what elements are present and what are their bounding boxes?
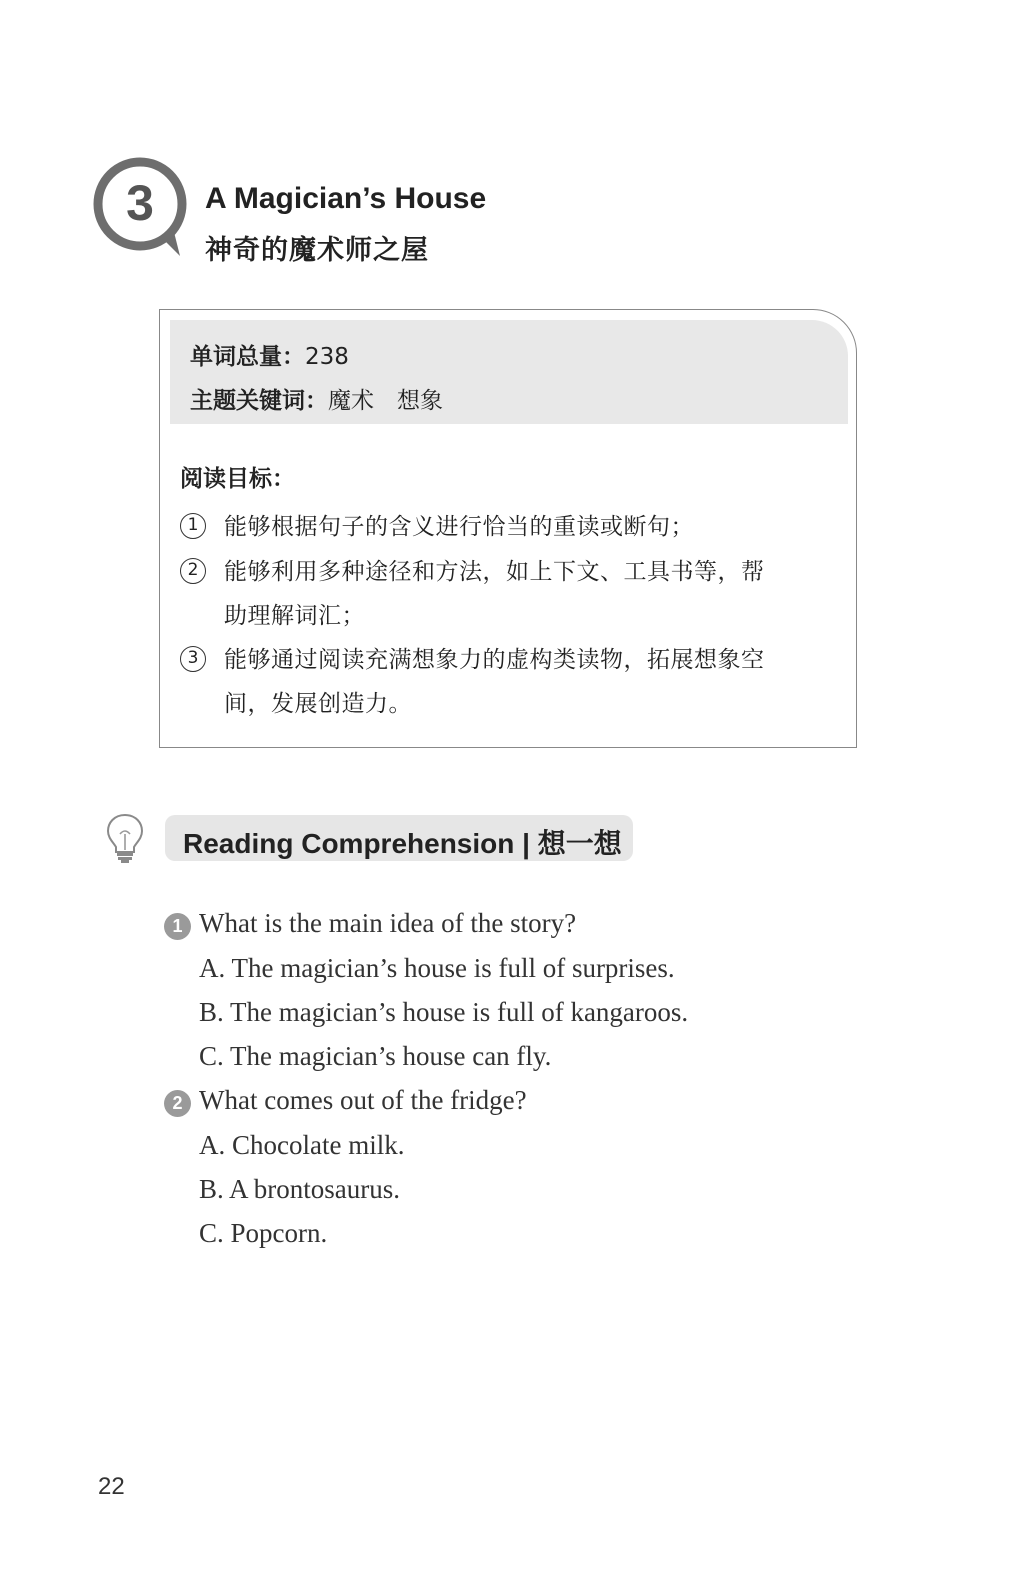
goal-text: 能够通过阅读充满想象力的虚构类读物，拓展想象空 bbox=[224, 647, 765, 673]
answer-option: A. The magician’s house is full of surprises. bbox=[199, 953, 675, 983]
question-text: What is the main idea of the story? bbox=[199, 908, 577, 938]
chapter-title: A Magician’s House bbox=[205, 182, 487, 215]
info-summary-band bbox=[170, 320, 848, 424]
section-title: Reading Comprehension | 想一想 bbox=[183, 828, 622, 859]
keywords-line bbox=[190, 382, 443, 415]
goal-text-continued: 间，发展创造力。 bbox=[224, 691, 412, 717]
goal-number: 3 bbox=[180, 646, 206, 672]
goal-text: 能够利用多种途径和方法，如上下文、工具书等，帮 bbox=[224, 559, 765, 585]
goal-item bbox=[180, 550, 840, 638]
word-count-line bbox=[190, 338, 349, 371]
keywords-label: 主题关键词： bbox=[190, 388, 328, 414]
answer-option: B. A brontosaurus. bbox=[199, 1174, 401, 1204]
answer-option: C. Popcorn. bbox=[199, 1218, 328, 1248]
answer-option: C. The magician’s house can fly. bbox=[199, 1041, 552, 1071]
goal-number: 2 bbox=[180, 558, 206, 584]
answer-option: A. Chocolate milk. bbox=[199, 1130, 405, 1160]
word-count-label: 单词总量： bbox=[190, 344, 305, 370]
section-header bbox=[165, 815, 633, 861]
goal-item bbox=[180, 638, 840, 726]
question-number-badge: 1 bbox=[164, 913, 191, 940]
lightbulb-icon bbox=[105, 812, 145, 864]
goal-item bbox=[180, 505, 840, 549]
reading-info-box bbox=[159, 309, 857, 748]
goal-text-continued: 助理解词汇； bbox=[224, 603, 365, 629]
word-count-value: 238 bbox=[305, 344, 349, 370]
question-number-badge: 2 bbox=[164, 1090, 191, 1117]
chapter-number-badge bbox=[88, 152, 188, 262]
keywords-value: 魔术 想象 bbox=[328, 388, 443, 414]
chapter-number: 3 bbox=[126, 175, 154, 231]
question-text: What comes out of the fridge? bbox=[199, 1085, 527, 1115]
page-number: 22 bbox=[98, 1473, 125, 1500]
answer-option: B. The magician’s house is full of kangaroos. bbox=[199, 997, 689, 1027]
goals-heading: 阅读目标： bbox=[180, 466, 295, 492]
goal-number: 1 bbox=[180, 513, 206, 539]
goal-text: 能够根据句子的含义进行恰当的重读或断句； bbox=[224, 514, 694, 540]
chapter-subtitle: 神奇的魔术师之屋 bbox=[205, 235, 429, 266]
